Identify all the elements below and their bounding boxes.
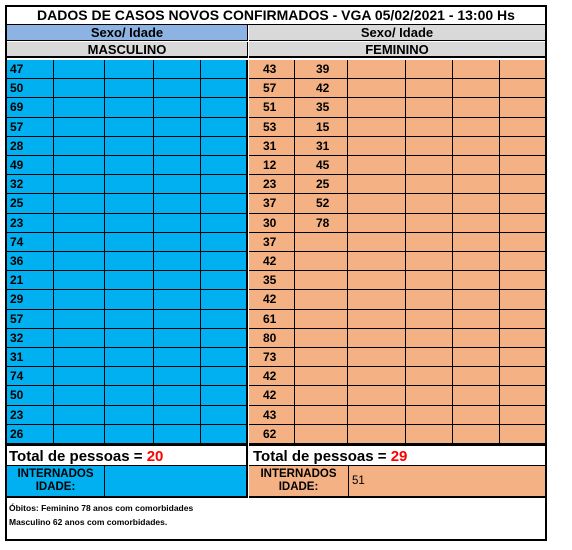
female-age-row bbox=[249, 60, 545, 79]
female-hospitalized-label bbox=[249, 466, 349, 496]
female-age-row bbox=[249, 310, 545, 329]
male-age-cell: 29 bbox=[10, 292, 24, 307]
female-age-cell: 45 bbox=[316, 158, 330, 172]
female-age-cell: 62 bbox=[263, 426, 277, 441]
female-age-cell: 39 bbox=[316, 62, 330, 76]
female-age-cell: 15 bbox=[316, 119, 330, 134]
female-total-value: 29 bbox=[390, 448, 408, 465]
male-age-row bbox=[7, 406, 246, 425]
female-age-cell: 37 bbox=[263, 196, 277, 211]
report-title: DADOS DE CASOS NOVOS CONFIRMADOS - VGA 05/02/2021 - 13:00 Hs bbox=[7, 7, 545, 25]
female-age-row bbox=[249, 406, 545, 425]
male-age-row bbox=[7, 329, 246, 348]
male-age-row bbox=[7, 118, 246, 137]
male-age-row bbox=[7, 252, 246, 271]
female-age-cell: 42 bbox=[316, 81, 330, 96]
female-age-cell: 42 bbox=[263, 369, 277, 384]
male-age-cell: 74 bbox=[10, 234, 24, 249]
female-age-cell: 31 bbox=[316, 138, 330, 153]
female-age-row bbox=[249, 348, 545, 367]
female-age-row bbox=[249, 98, 545, 117]
male-age-cell: 23 bbox=[10, 215, 24, 230]
male-age-row bbox=[7, 98, 246, 117]
female-age-row bbox=[249, 386, 545, 405]
female-age-row bbox=[249, 156, 545, 175]
female-age-cell: 61 bbox=[263, 311, 277, 326]
male-age-row bbox=[7, 425, 246, 444]
male-hospitalized-label bbox=[7, 466, 105, 496]
male-total-label: Total de pessoas = bbox=[9, 448, 147, 465]
male-age-cell: 36 bbox=[10, 254, 24, 268]
female-age-cell: 35 bbox=[263, 273, 277, 288]
notes-line-2: Masculino 62 anos com comorbidades. bbox=[9, 517, 168, 527]
female-age-row bbox=[249, 118, 545, 137]
male-age-cell: 69 bbox=[10, 100, 24, 115]
female-age-cell: 57 bbox=[263, 81, 277, 96]
male-age-cell: 32 bbox=[10, 177, 24, 192]
male-age-row bbox=[7, 79, 246, 98]
female-age-cell: 53 bbox=[263, 119, 277, 134]
male-hospitalized bbox=[7, 466, 248, 498]
male-age-cell: 25 bbox=[10, 196, 24, 211]
female-age-row bbox=[249, 425, 545, 444]
female-age-row bbox=[249, 271, 545, 290]
female-age-cell: 42 bbox=[263, 254, 277, 268]
female-age-cell: 35 bbox=[316, 100, 330, 115]
female-header: FEMININO bbox=[249, 42, 545, 58]
male-total-value: 20 bbox=[146, 448, 164, 465]
female-total bbox=[249, 444, 545, 466]
female-hospitalized-label-line1: INTERNADOS bbox=[260, 468, 337, 480]
male-age-row bbox=[7, 348, 246, 367]
male-age-cell: 50 bbox=[10, 388, 24, 403]
male-age-row bbox=[7, 60, 246, 79]
male-age-row bbox=[7, 386, 246, 405]
male-age-cell: 31 bbox=[10, 350, 24, 364]
male-age-cell: 47 bbox=[10, 62, 24, 76]
male-age-cell: 32 bbox=[10, 330, 24, 345]
male-age-row bbox=[7, 194, 246, 213]
female-age-cell: 30 bbox=[263, 215, 277, 230]
case-report-sheet bbox=[5, 5, 547, 541]
female-age-row bbox=[249, 194, 545, 213]
male-age-cell: 28 bbox=[10, 138, 24, 153]
male-ages-grid bbox=[7, 60, 248, 444]
female-age-row bbox=[249, 252, 545, 271]
notes-line-1: Óbitos: Feminino 78 anos com comorbidades bbox=[9, 503, 194, 513]
male-total bbox=[7, 444, 248, 466]
female-age-cell: 43 bbox=[263, 407, 277, 422]
male-age-row bbox=[7, 271, 246, 290]
male-age-row bbox=[7, 310, 246, 329]
female-age-row bbox=[249, 233, 545, 252]
female-age-cell: 80 bbox=[263, 330, 277, 345]
female-age-row bbox=[249, 214, 545, 233]
deaths-notes bbox=[9, 501, 539, 529]
female-age-cell: 43 bbox=[263, 62, 277, 76]
female-sex-age-header: Sexo/ Idade bbox=[249, 25, 545, 41]
female-age-cell: 31 bbox=[263, 138, 277, 153]
female-age-row bbox=[249, 137, 545, 156]
female-age-cell: 23 bbox=[263, 177, 277, 192]
female-hospitalized-label-line2: IDADE: bbox=[278, 481, 319, 493]
female-age-cell: 42 bbox=[263, 388, 277, 403]
male-hospitalized-label-line2: IDADE: bbox=[35, 481, 76, 493]
male-hospitalized-label-line1: INTERNADOS bbox=[17, 468, 94, 480]
male-sex-age-header: Sexo/ Idade bbox=[7, 25, 248, 41]
male-age-cell: 50 bbox=[10, 81, 24, 96]
male-age-row bbox=[7, 137, 246, 156]
male-age-cell: 57 bbox=[10, 311, 24, 326]
male-age-row bbox=[7, 233, 246, 252]
male-age-cell: 49 bbox=[10, 158, 24, 172]
female-ages-grid bbox=[249, 60, 545, 444]
female-hospitalized-value: 51 bbox=[352, 475, 365, 487]
female-age-cell: 42 bbox=[263, 292, 277, 307]
male-age-cell: 74 bbox=[10, 369, 24, 384]
male-age-row bbox=[7, 214, 246, 233]
male-header: MASCULINO bbox=[7, 42, 248, 58]
female-hospitalized bbox=[249, 466, 545, 498]
male-age-cell: 21 bbox=[10, 273, 24, 288]
female-age-cell: 52 bbox=[316, 196, 330, 211]
female-age-cell: 73 bbox=[263, 350, 277, 364]
male-age-row bbox=[7, 290, 246, 309]
female-age-row bbox=[249, 329, 545, 348]
female-age-row bbox=[249, 175, 545, 194]
female-age-row bbox=[249, 79, 545, 98]
female-age-cell: 37 bbox=[263, 234, 277, 249]
male-age-cell: 23 bbox=[10, 407, 24, 422]
female-age-cell: 51 bbox=[263, 100, 277, 115]
female-age-row bbox=[249, 367, 545, 386]
male-age-row bbox=[7, 367, 246, 386]
female-age-cell: 25 bbox=[316, 177, 330, 192]
male-age-cell: 57 bbox=[10, 119, 24, 134]
female-age-cell: 78 bbox=[316, 215, 330, 230]
female-age-row bbox=[249, 290, 545, 309]
male-age-cell: 26 bbox=[10, 426, 24, 441]
male-age-row bbox=[7, 175, 246, 194]
female-age-cell: 12 bbox=[263, 158, 277, 172]
male-age-row bbox=[7, 156, 246, 175]
female-total-label: Total de pessoas = bbox=[253, 448, 391, 465]
